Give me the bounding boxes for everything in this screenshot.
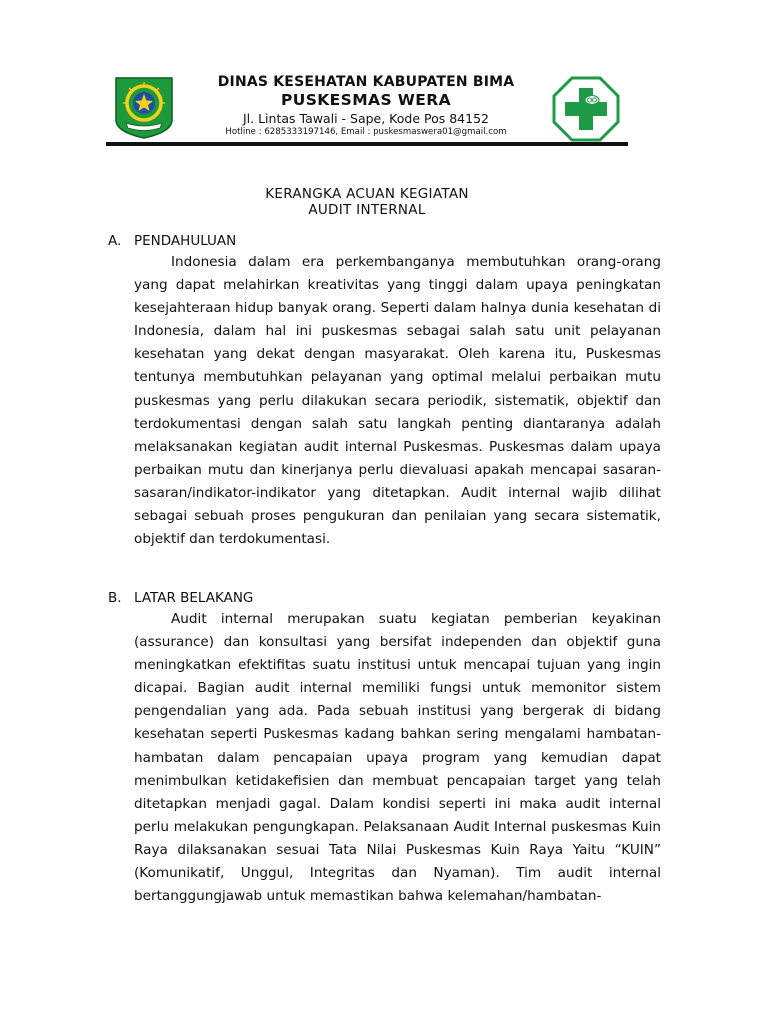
document-title	[106, 186, 628, 218]
letterhead-divider	[106, 142, 628, 146]
section-paragraph-pendahuluan: Indonesia dalam era perkembanganya membutuhkan orang-orang yang dapat melahirkan kreativitas yang tinggi dalam upaya peningkatan kesejahteraan hidup banyak orang. Seperti dalam halnya dunia kesehatan di Indonesia, dalam hal ini puskesmas sebagai salah satu unit pelayanan kesehatan yang dekat dengan masyarakat. Oleh karena itu, Puskesmas tentunya membutuhkan pelayanan yang optimal melalui perbaikan mutu puskesmas yang perlu dilakukan secara periodik, sistematik, objektif dan terdokumentasi dengan salah satu langkah penting diantaranya adalah melaksanakan kegiatan audit internal Puskesmas. Puskesmas dalam upaya perbaikan mutu dan kinerjanya perlu dievaluasi apakah mencapai sasaran-sasaran/indikator-indikator yang ditetapkan. Audit internal wajib dilihat sebagai sebuah proses pengukuran dan penilaian yang secara sistematik, objektif dan terdokumentasi.	[134, 254, 661, 548]
regency-crest-icon	[114, 76, 174, 140]
section-paragraph-latar-belakang: Audit internal merupakan suatu kegiatan pemberian keyakinan (assurance) dan konsultasi yang bersifat independen dan objektif guna meningkatkan efektifitas suatu institusi untuk mencapai tujuan yang ingin dicapai. Bagian audit internal memiliki fungsi untuk memonitor sistem pengendalian yang ada. Pada sebuah institusi yang bergerak di bidang kesehatan seperti Puskesmas kadang bahkan sering mengalami hambatan-hambatan dalam pencapaian upaya program yang kemudian dapat menimbulkan ketidakefisien dan membuat pencapaian target yang telah ditetapkan menjadi gagal. Dalam kondisi seperti ini maka audit internal perlu melakukan pengungkapan. Pelaksanaan Audit Internal puskesmas Kuin Raya dilaksanakan sesuai Tata Nilai Puskesmas Kuin Raya Yaitu “KUIN” (Komunikatif, Unggul, Integritas dan Nyaman). Tim audit internal bertanggungjawab untuk memastikan bahwa kelemahan/hambatan-	[134, 611, 661, 905]
section-title: PENDAHULUAN	[134, 233, 237, 249]
puskesmas-name: PUSKESMAS WERA	[280, 91, 452, 109]
puskesmas-cross-icon	[552, 76, 620, 142]
letterhead	[106, 70, 628, 146]
section-heading-pendahuluan	[108, 232, 236, 250]
section-letter: A.	[108, 233, 122, 249]
contact-line: Hotline : 6285333197146, Email : puskesmaswera01@gmail.com	[225, 127, 507, 137]
title-line-2: AUDIT INTERNAL	[308, 202, 426, 218]
section-title: LATAR BELAKANG	[134, 590, 254, 606]
org-line: DINAS KESEHATAN KABUPATEN BIMA	[217, 74, 515, 90]
letterhead-text	[186, 74, 546, 138]
section-letter: B.	[108, 590, 122, 606]
title-line-1: KERANGKA ACUAN KEGIATAN	[265, 186, 469, 202]
address-line: Jl. Lintas Tawali - Sape, Kode Pos 84152	[242, 111, 489, 126]
section-heading-latar-belakang	[108, 589, 253, 607]
